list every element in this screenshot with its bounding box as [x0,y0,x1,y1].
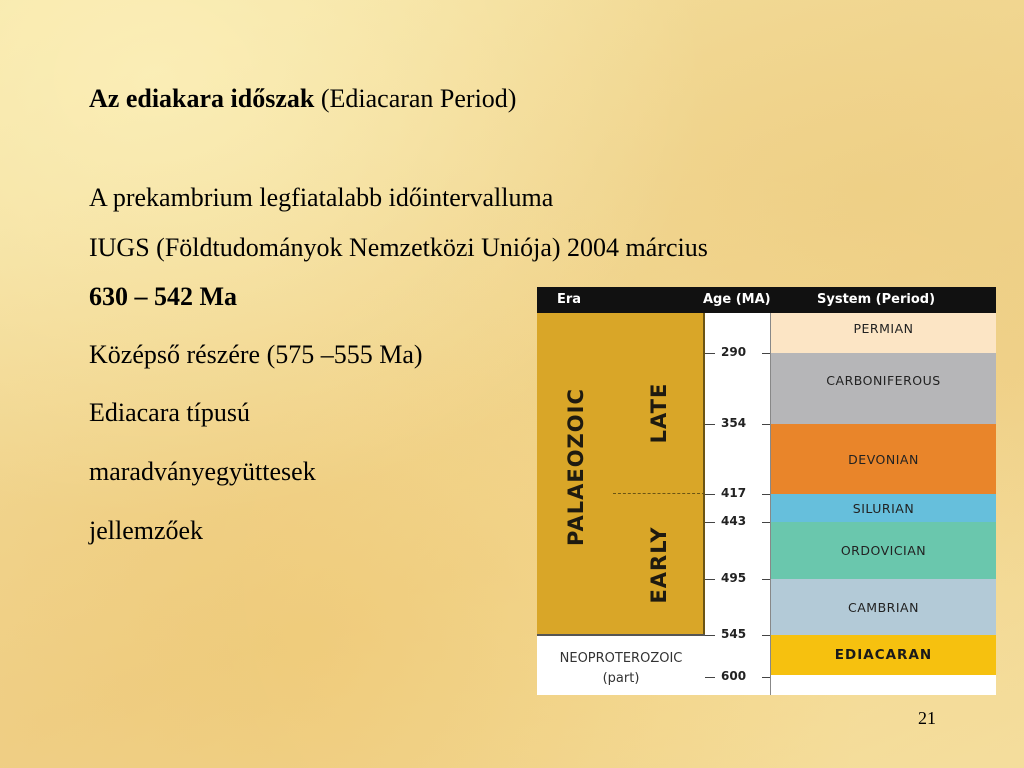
title-bold: Az ediakara időszak [89,84,315,113]
text-line-6: maradványegyüttesek [89,457,316,486]
age-tick-r-354 [762,424,770,425]
age-tick-r-495 [762,579,770,580]
chart-header [537,287,996,313]
age-tick-290 [705,353,715,354]
period-carboniferous: CARBONIFEROUS [771,353,996,424]
age-label-600: 600 [721,669,747,683]
header-era: Era [557,292,582,307]
text-line-1: A prekambrium legfiatalabb időintervalluma [89,183,554,212]
geologic-timescale-chart [537,287,996,695]
era-palaeozoic-label: PALAEOZOIC [564,388,588,546]
period-ordovician: ORDOVICIAN [771,522,996,579]
age-tick-r-545 [762,635,770,636]
age-tick-545 [705,635,715,636]
age-label-443: 443 [721,514,747,528]
header-system: System (Period) [817,292,936,307]
slide-title [89,84,516,114]
late-early-divider [613,493,705,494]
header-age: Age (MA) [703,292,771,307]
sub-early-label: EARLY [647,526,671,604]
text-line-2: IUGS (Földtudományok Nemzetközi Uniója) 2004 március [89,233,708,262]
age-label-545: 545 [721,627,747,641]
era-neoproterozoic-part: (part) [602,671,640,686]
age-tick-r-290 [762,353,770,354]
sub-late-label: LATE [647,382,671,444]
period-cambrian: CAMBRIAN [771,579,996,635]
age-tick-417 [705,494,715,495]
text-line-3: 630 – 542 Ma [89,282,238,311]
title-rest: (Ediacaran Period) [314,84,517,113]
period-devonian: DEVONIAN [771,424,996,494]
age-tick-r-600 [762,677,770,678]
age-label-417: 417 [721,486,747,500]
text-line-4: Középső részére (575 –555 Ma) [89,340,423,369]
period-permian: PERMIAN [771,313,996,353]
age-tick-600 [705,677,715,678]
age-tick-495 [705,579,715,580]
age-tick-r-443 [762,522,770,523]
period-ediacaran: EDIACARAN [771,635,996,675]
age-tick-r-417 [762,494,770,495]
age-label-354: 354 [721,416,747,430]
age-label-495: 495 [721,571,747,585]
slide-number: 21 [918,708,936,728]
age-label-290: 290 [721,345,747,359]
text-line-5: Ediacara típusú [89,398,250,427]
age-tick-443 [705,522,715,523]
period-silurian: SILURIAN [771,494,996,522]
age-tick-354 [705,424,715,425]
text-line-7: jellemzőek [89,516,204,545]
era-neoproterozoic-label: NEOPROTEROZOIC [559,651,683,666]
